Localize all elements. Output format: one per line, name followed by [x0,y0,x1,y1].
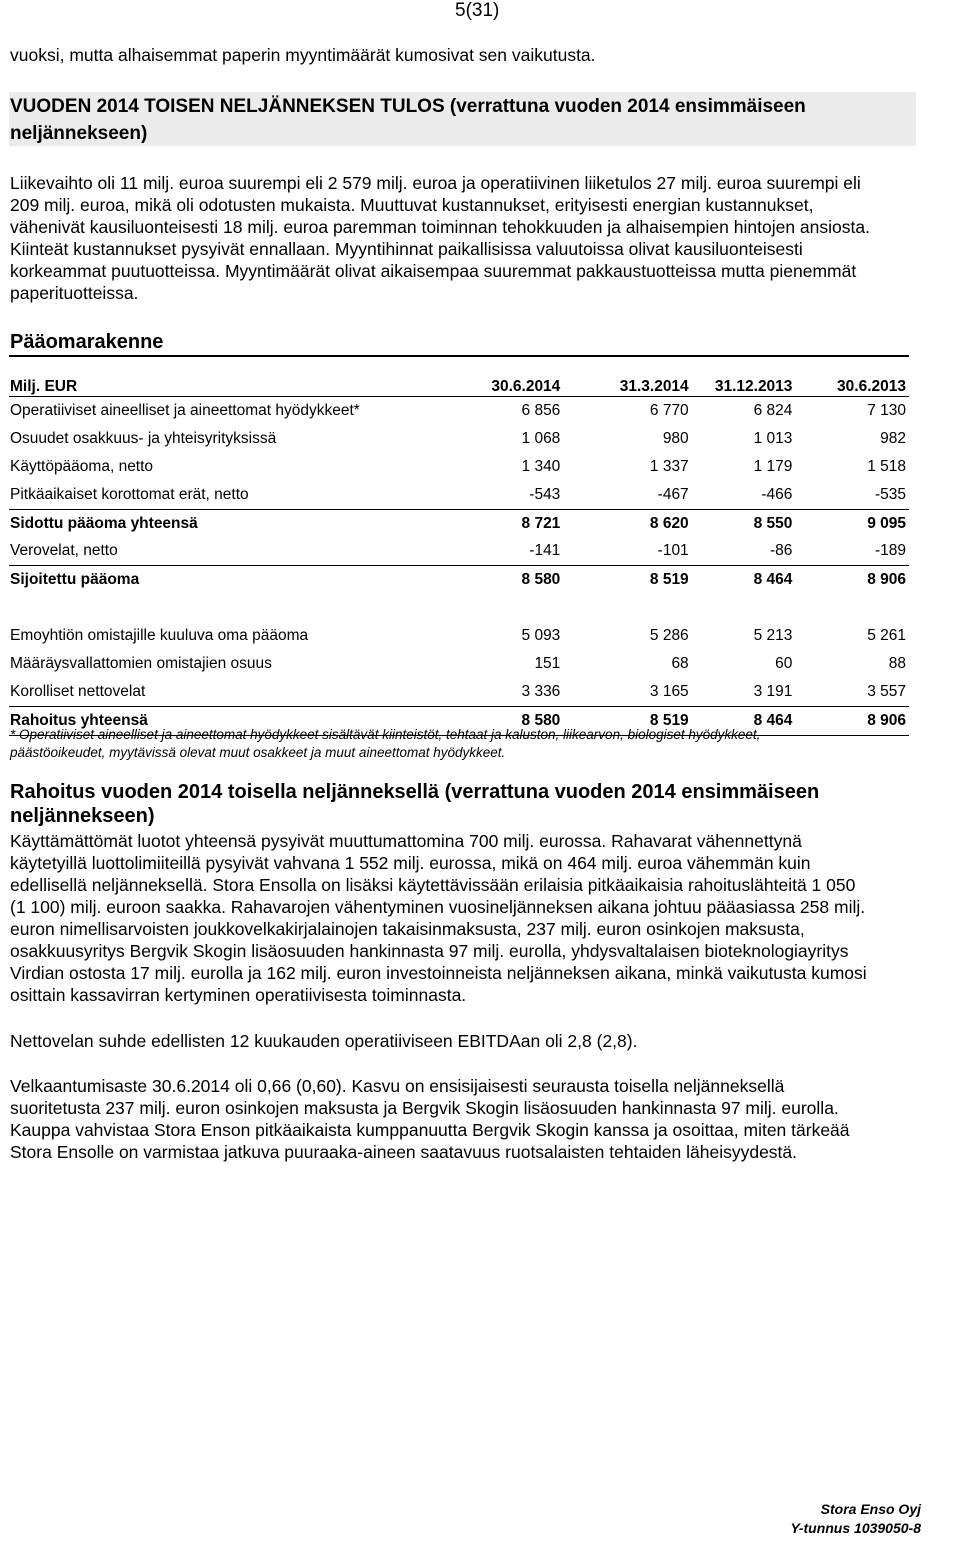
row-value: 8 580 [521,571,561,589]
row-value: 1 013 [753,429,793,447]
financing-line: (1 100) milj. euroon saakka. Rahavarojen vähentyminen vuosineljänneksen aikana johtuu pääasiassa 258 milj. [10,897,866,917]
debt-line: Stora Ensolle on varmistaa jatkuva puuraaka-aineen saatavuus ruotsalaisten tehtaiden läheisyydestä. [10,1142,798,1162]
debt-line: Kauppa vahvistaa Stora Enson pitkäaikaista kumppanuutta Bergvik Skogin kanssa ja osoittaa, miten tärkeää [10,1120,850,1140]
financing-paragraph [10,830,955,1006]
row-label: Emoyhtiön omistajille kuuluva oma pääoma [10,627,309,645]
results-line: paperituotteissa. [10,283,139,303]
financing-line: edellisellä neljänneksellä. Stora Ensolla on lisäksi käytettävissään erilaisia pitkäaikaisia rahoituslähteitä 1 050 [10,875,856,895]
header-unit: Milj. EUR [10,378,78,395]
financing-line: osakkuusyritys Bergvik Skogin lisäosuuden hankinnasta 97 milj. eurolla, yhdysvaltalaisen bioteknologiayritys [10,941,849,961]
row-label: Operatiiviset aineelliset ja aineettomat hyödykkeet* [10,401,360,419]
ebitda-paragraph: Nettovelan suhde edellisten 12 kuukauden operatiiviseen EBITDAan oli 2,8 (2,8). [10,1031,638,1051]
debt-paragraph [10,1075,955,1163]
financing-heading [10,780,940,828]
row-value: 8 464 [692,706,796,735]
row-value: 5 261 [867,627,906,645]
row-value: 8 464 [753,571,793,589]
row-label: Rahoitus yhteensä [9,706,465,735]
financing-line: Virdian ostosta 17 milj. eurolla ja 162 milj. euron investoinneista neljänneksen aikana, minkä vaikutusta kumosi [10,963,867,983]
financing-heading-line1: Rahoitus vuoden 2014 toisella neljänneksellä (verrattuna vuoden 2014 ensimmäiseen [10,781,820,803]
row-value: 3 191 [692,678,796,706]
page-footer [791,1500,921,1538]
results-line: Kiinteät kustannukset pysyivät ennallaan. Myyntihinnat paikallisissa valuutoissa olivat kausiluonteisesti [10,239,803,259]
footnote-line: päästöoikeudet, myytävissä olevat muut osakkeet ja muut aineettomat hyödykkeet. [10,745,506,760]
results-line: Liikevaihto oli 11 milj. euroa suurempi eli 2 579 milj. euroa ja operatiivinen liiketulos 27 milj. euroa suurempi eli [10,173,861,193]
row-value: 6 770 [649,401,689,419]
row-value: 8 550 [753,514,793,532]
row-label: Verovelat, netto [9,537,465,565]
row-value: -141 [465,537,564,565]
table-row [9,397,909,425]
results-line: 209 milj. euroa, mikä oli odotusten mukaista. Muuttuvat kustannukset, erityisesti energian kustannukset, [10,195,814,215]
row-label: Korolliset nettovelat [9,678,465,706]
row-label: Osuudet osakkuus- ja yhteisyrityksissä [10,429,277,447]
debt-line: suoritetusta 237 milj. euron osinkojen maksusta ja Bergvik Skogin lisäosuuden hankinnasta 97 milj. eurolla. [10,1098,839,1118]
row-label: Pitkäaikaiset korottomat erät, netto [9,481,465,509]
row-value: 3 165 [563,678,691,706]
intro-line: vuoksi, mutta alhaisemmat paperin myyntimäärät kumosivat sen vaikutusta. [10,45,596,65]
table-row [9,481,909,509]
footnote-line: * Operatiiviset aineelliset ja aineettomat hyödykkeet sisältävät kiinteistöt, tehtaat ja kaluston, liikearvon, biologiset hyödykkeet, [10,727,761,742]
footer-company: Stora Enso Oyj [820,1501,921,1517]
header-col: 30.6.2013 [837,378,906,395]
table-row [9,678,909,706]
row-value: 88 [888,654,906,672]
header-col: 31.12.2013 [714,378,793,395]
table-row [9,650,909,678]
row-value: -86 [692,537,796,565]
row-label: Sidottu pääoma yhteensä [10,514,198,532]
row-value: 1 179 [753,457,793,475]
row-value: 5 213 [753,627,793,645]
row-value: 982 [880,429,906,447]
header-col: 30.6.2014 [491,378,561,395]
row-value: -467 [563,481,691,509]
row-value: 8 519 [563,706,691,735]
row-value: 8 519 [649,571,689,589]
row-value: 8 906 [795,706,909,735]
quarter-heading [9,92,916,146]
row-value: 151 [534,654,561,672]
row-value: -466 [692,481,796,509]
row-value: 3 336 [465,678,564,706]
row-value: 5 286 [649,627,689,645]
financing-line: käytetyillä luottolimiiteillä pysyivät vahvana 1 552 milj. eurossa, mikä on 464 milj. euroa vähemmän kuin [10,853,811,873]
row-value: 1 068 [521,429,561,447]
row-value: -535 [795,481,909,509]
row-label: Käyttöpääoma, netto [10,457,154,475]
table-row [9,622,909,650]
capital-section-title: Pääomarakenne [10,331,164,353]
row-value: 1 518 [867,457,906,475]
row-value: 3 557 [795,678,909,706]
row-label: Määräysvallattomien omistajien osuus [10,654,272,672]
row-value: 5 093 [521,627,561,645]
table-spacer [9,594,909,622]
row-value: 8 721 [521,514,561,532]
financing-line: osittain kassavirran kertyminen operatiivisesta toiminnasta. [10,985,467,1005]
quarter-heading-line1: VUODEN 2014 TOISEN NELJÄNNEKSEN TULOS (verrattuna vuoden 2014 ensimmäiseen [10,96,806,117]
row-value: 8 580 [465,706,564,735]
row-value: 68 [671,654,689,672]
row-value: 980 [662,429,689,447]
row-value: 7 130 [867,401,906,419]
table-row [9,453,909,481]
row-value: -189 [795,537,909,565]
spacer-cell [9,594,909,622]
header-col: 31.3.2014 [619,378,689,395]
quarter-heading-line2: neljännekseen) [10,123,148,144]
row-value: 8 906 [867,571,906,589]
capital-table [9,355,909,736]
financing-line: euron nimellisarvoisten joukkovelkakirjalainojen takaisinmaksusta, 237 milj. euron osinkojen maksusta, [10,919,805,939]
table-row-total [9,566,909,594]
results-line: vähenivät kausiluonteisesti 18 milj. euroa paremman toiminnan tehokkuuden ja alhaisempien hintojen ansiosta. [10,217,870,237]
results-line: korkeammat puutuotteissa. Myyntimäärät olivat aikaisempaa suuremmat pakkaustuotteissa mutta pienemmät [10,261,857,281]
row-value: 8 620 [649,514,689,532]
page-number: 5(31) [455,0,500,21]
table-row [9,425,909,453]
results-paragraph [10,172,955,304]
row-value: 6 824 [753,401,793,419]
row-value: 9 095 [867,514,906,532]
footer-business-id: Y-tunnus 1039050-8 [790,1520,921,1536]
row-value: -543 [465,481,564,509]
row-value: 1 337 [649,457,689,475]
row-label: Sijoitettu pääoma [10,571,140,589]
debt-line: Velkaantumisaste 30.6.2014 oli 0,66 (0,60). Kasvu on ensisijaisesti seurausta toisella neljänneksellä [10,1076,785,1096]
capital-table-header [9,356,909,397]
table-row [9,537,909,565]
row-value: 1 340 [521,457,561,475]
row-value: 6 856 [521,401,561,419]
financing-line: Käyttämättömät luotot yhteensä pysyivät muuttumattomina 700 milj. eurossa. Rahavarat vähennettynä [10,831,802,851]
row-value: 60 [775,654,793,672]
row-value: -101 [563,537,691,565]
financing-heading-line2: neljännekseen) [10,805,155,827]
table-footnote [10,726,910,762]
table-row-total [9,509,909,537]
